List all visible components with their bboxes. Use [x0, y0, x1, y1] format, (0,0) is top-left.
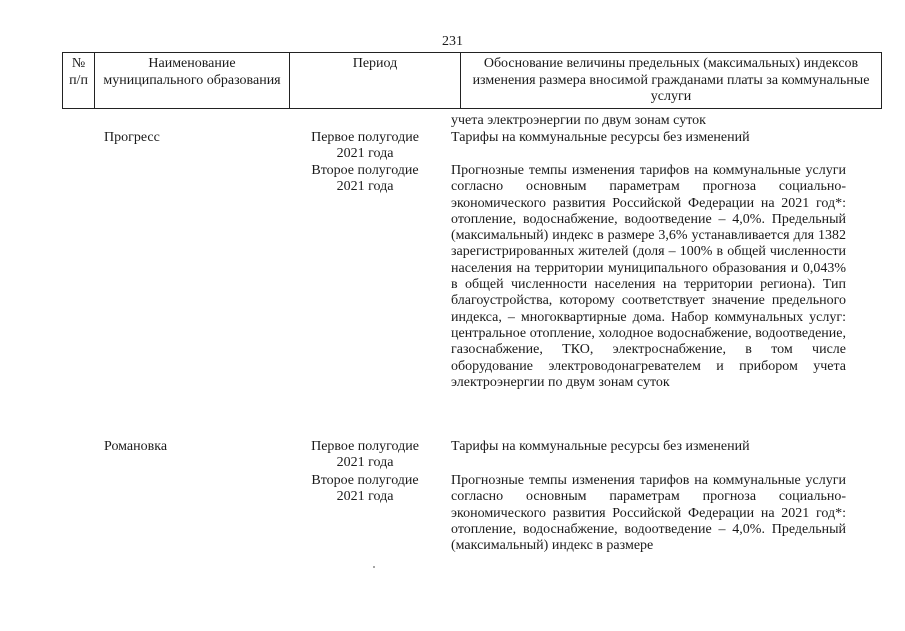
page-number: 231: [442, 34, 463, 49]
period-first: Первое полугодие 2021 года: [311, 130, 419, 162]
header-name: Наименование муниципального образования: [95, 53, 290, 109]
header-period: Период: [290, 53, 461, 109]
municipality-name: Романовка: [104, 439, 168, 454]
basis-first: Тарифы на коммунальные ресурсы без изменений: [451, 130, 750, 145]
header-basis: Обоснование величины предельных (максимальных) индексов изменения размера вносимой гражданами платы за коммунальные услуги: [461, 53, 882, 109]
period-second: Второе полугодие 2021 года: [311, 473, 419, 505]
municipality-name: Прогресс: [104, 130, 160, 145]
table-header: [62, 52, 882, 109]
basis-second: Прогнозные темпы изменения тарифов на коммунальные услуги согласно основным параметрам прогноза социально-экономического развития Российской Федерации на 2021 год*: отопление, водоснабжение, водоотведение – 4,0%. Предельный (максимальный) индекс в размере 3,6% устанавливается для 1382 зарегистрированных жителей (доля – 100% в общей численности населения на территории муниципального образования и 0,043% в общей численности населения на территории региона). Тип благоустройства, которому соответствует значение предельного индекса, – многоквартирные дома. Набор коммунальных услуг: центральное отопление, холодное водоснабжение, водоотведение, газоснабжение, ТКО, электроснабжение, в том числе оборудование электроводонагревателем и прибором учета электроэнергии по двум зонам суток: [451, 163, 846, 390]
period-second: Второе полугодие 2021 года: [311, 163, 419, 195]
basis-second: Прогнозные темпы изменения тарифов на коммунальные услуги согласно основным параметрам прогноза социально-экономического развития Российской Федерации на 2021 год*: отопление, водоснабжение, водоотведение – 4,0%. Предельный (максимальный) индекс в размере: [451, 473, 846, 554]
scan-speck: [373, 566, 375, 568]
carryover-text: учета электроэнергии по двум зонам суток: [451, 113, 706, 128]
period-first: Первое полугодие 2021 года: [311, 439, 419, 471]
basis-first: Тарифы на коммунальные ресурсы без изменений: [451, 439, 750, 454]
header-num: № п/п: [63, 53, 95, 109]
